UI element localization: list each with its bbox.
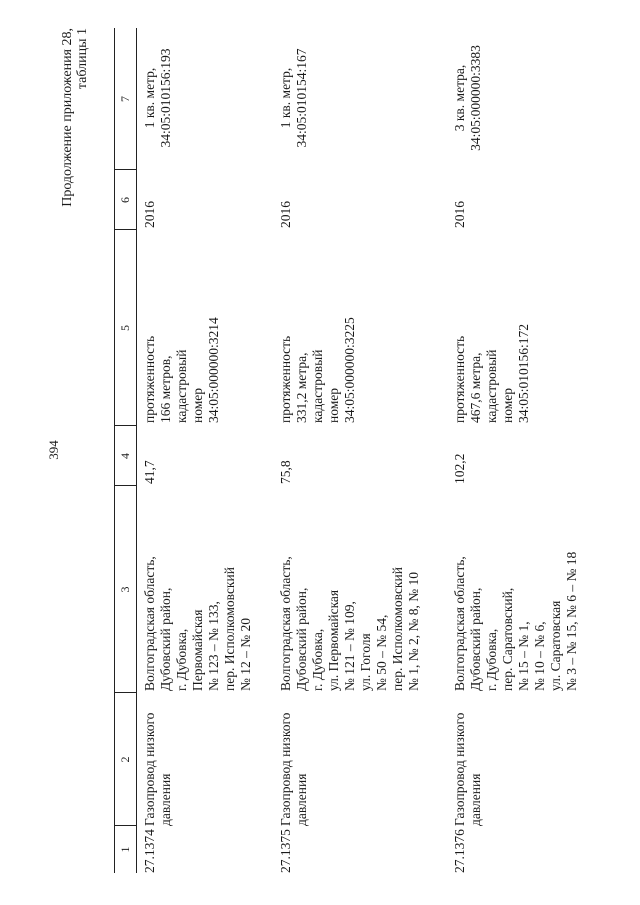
address-line: № 3 – № 15, № 6 – № 18 (564, 551, 579, 691)
header-col-4: 4 (118, 453, 132, 459)
address-line: Волгоградская область, (142, 556, 157, 691)
object-name (452, 693, 484, 826)
area-line: 34:05:010154:167 (294, 48, 309, 148)
description-line: кадастровый (174, 349, 189, 423)
area-line: 34:05:000000:3383 (468, 45, 483, 151)
object-address (452, 486, 580, 691)
object-address (142, 486, 254, 691)
header-col-1: 1 (118, 846, 132, 853)
description-line: 331,2 метра, (294, 352, 309, 423)
description-line: протяженность (452, 335, 467, 423)
object-description (142, 233, 222, 423)
address-line: пер. Исполкомовский (390, 567, 405, 691)
area-line: 34:05:010156:193 (158, 48, 173, 148)
name-line: Газопровод низкого (278, 712, 293, 826)
address-line: № 10 – № 6, (532, 621, 547, 691)
address-line: Дубовский район, (158, 587, 173, 691)
address-line: № 1, № 2, № 8, № 10 (406, 571, 421, 691)
address-line: № 121 – № 109, (342, 601, 357, 691)
address-line: пер. Исполкомовский (222, 567, 237, 691)
description-line: 34:05:000000:3214 (206, 317, 221, 423)
length-value: 102,2 (452, 453, 467, 484)
address-line: № 12 – № 20 (238, 617, 253, 691)
header-col-5: 5 (118, 325, 132, 331)
description-line: протяженность (278, 335, 293, 423)
description-line: протяженность (142, 335, 157, 423)
table-row (273, 28, 447, 873)
object-name (278, 693, 310, 826)
row-number: 27.1375 (278, 829, 293, 873)
row-number: 27.1376 (452, 829, 467, 873)
page-number: 394 (46, 440, 61, 460)
area-value (142, 28, 174, 168)
object-name (142, 693, 174, 826)
caption-line-1: Продолжение приложения 28, (60, 28, 75, 207)
area-value (452, 28, 484, 168)
address-line: Дубовский район, (468, 587, 483, 691)
description-line: 166 метров, (158, 355, 173, 423)
data-table (114, 28, 597, 873)
rotated-page-content (60, 28, 585, 873)
year-value: 2016 (142, 201, 157, 228)
year-value: 2016 (452, 201, 467, 228)
address-line: № 50 – № 54, (374, 614, 389, 691)
header-row (114, 28, 137, 873)
caption-line-2: таблицы 1 (75, 28, 90, 90)
description-line: 34:05:010156:172 (516, 323, 531, 423)
table-row (447, 28, 597, 873)
description-line: номер (190, 387, 205, 423)
object-description (452, 233, 532, 423)
address-line: Дубовский район, (294, 587, 309, 691)
description-line: кадастровый (484, 349, 499, 423)
area-line: 3 кв. метра, (452, 64, 467, 132)
address-line: г. Дубовка, (484, 628, 499, 691)
header-col-3: 3 (118, 586, 132, 593)
address-line: № 15 – № 1, (516, 621, 531, 691)
year-value: 2016 (278, 201, 293, 228)
address-line: пер. Саратовский, (500, 587, 515, 691)
table-caption (60, 28, 90, 388)
description-line: 34:05:000000:3225 (342, 317, 357, 423)
header-col-6: 6 (118, 197, 132, 203)
area-line: 1 кв. метр, (278, 67, 293, 129)
address-line: ул. Саратовская (548, 600, 563, 691)
area-value (278, 28, 310, 168)
name-line: Газопровод низкого (452, 712, 467, 826)
address-line: Первомайская (190, 609, 205, 691)
description-line: кадастровый (310, 349, 325, 423)
length-value: 75,8 (278, 460, 293, 484)
name-line: давления (158, 773, 173, 826)
address-line: Волгоградская область, (278, 556, 293, 691)
address-line: г. Дубовка, (174, 628, 189, 691)
table-row (137, 28, 273, 873)
address-line: ул. Первомайская (326, 589, 341, 691)
description-line: номер (326, 387, 341, 423)
name-line: давления (468, 773, 483, 826)
object-address (278, 486, 422, 691)
description-line: номер (500, 387, 515, 423)
address-line: № 123 – № 133, (206, 601, 221, 691)
header-col-2: 2 (118, 756, 132, 763)
area-line: 1 кв. метр, (142, 67, 157, 129)
row-number: 27.1374 (142, 829, 157, 873)
header-col-7: 7 (118, 96, 132, 102)
name-line: давления (294, 773, 309, 826)
name-line: Газопровод низкого (142, 712, 157, 826)
length-value: 41,7 (142, 460, 157, 484)
address-line: ул. Гоголя (358, 633, 373, 691)
address-line: Волгоградская область, (452, 556, 467, 691)
address-line: г. Дубовка, (310, 628, 325, 691)
object-description (278, 233, 358, 423)
description-line: 467,6 метра, (468, 352, 483, 423)
